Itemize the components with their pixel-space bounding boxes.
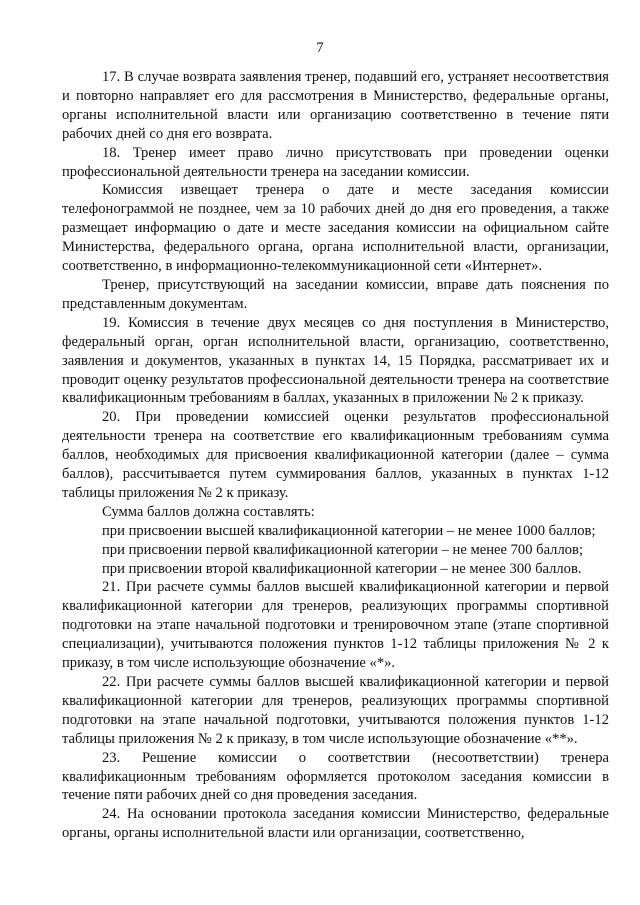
paragraph-notification: Комиссия извещает тренера о дате и месте заседания комиссии телефонограммой не позднее, чем за 10 рабочих дней до дня его проведения, а также размещает информацию о дате и месте заседания комиссии на официальном сайте Министерства, федерального органа, органа исполнительной власти, организации, соответственно, в информационно-телекоммуникационной сети «Интернет». [62, 182, 609, 275]
paragraph-18: 18. Тренер имеет право лично присутствовать при проведении оценки профессиональной деятельности тренера на заседании комиссии. [62, 144, 609, 180]
paragraph-23: 23. Решение комиссии о соответствии (несоответствии) тренера квалификационным требованиям оформляется протоколом заседания комиссии в течение пяти рабочих дней со дня проведения заседания. [62, 749, 609, 804]
paragraph-20: 20. При проведении комиссией оценки результатов профессиональной деятельности тренера на соответствие его квалификационным требованиям сумма баллов, необходимых для присвоения квалификационной категории (далее – сумма баллов), рассчитывается путем суммирования баллов, указанных в пунктах 1-12 таблицы приложения № 2 к приказу. [62, 409, 609, 501]
document-body [62, 68, 609, 843]
paragraph-21: 21. При расчете суммы баллов высшей квалификационной категории и первой квалификационной категории для тренеров, реализующих программы спортивной подготовки на этапе начальной подготовки и тренировочном этапе (этапе спортивной специализации), учитываются положения пунктов 1-12 таблицы приложения № 2 к приказу, в том числе использующие обозначение «*». [62, 579, 609, 672]
page-number: 7 [316, 40, 324, 56]
paragraph-22: 22. При расчете суммы баллов высшей квалификационной категории и первой квалификационной категории для тренеров, реализующих программы спортивной подготовки на этапе начальной подготовки, учитываются положения пунктов 1-12 таблицы приложения № 2 к приказу, в том числе использующие обозначение «**». [62, 674, 609, 747]
paragraph-17: 17. В случае возврата заявления тренер, подавший его, устраняет несоответствия и повторно направляет его для рассмотрения в Министерство, федеральные органы, органы исполнительной власти или организацию соответственно в течение пяти рабочих дней со дня его возврата. [62, 69, 609, 142]
paragraph-sum-intro: Сумма баллов должна составлять: [102, 503, 315, 520]
paragraph-19: 19. Комиссия в течение двух месяцев со дня поступления в Министерство, федеральный орган, орган исполнительной власти, организацию, соответственно, заявления и документов, указанных в пунктах 14, 15 Порядка, рассматривает их и проводит оценку результатов профессиональной деятельности тренера на соответствие квалификационным требованиям в баллах, указанных в приложении № 2 к приказу. [62, 314, 609, 407]
list-item-first-category: при присвоении первой квалификационной категории – не менее 700 баллов; [102, 541, 583, 558]
paragraph-trainer-explanations: Тренер, присутствующий на заседании комиссии, вправе дать пояснения по представленным документам. [62, 276, 609, 312]
list-item-highest-category: при присвоении высшей квалификационной категории – не менее 1000 баллов; [102, 522, 596, 539]
list-item-second-category: при присвоении второй квалификационной категории – не менее 300 баллов. [102, 560, 582, 577]
paragraph-24: 24. На основании протокола заседания комиссии Министерство, федеральные органы, органы исполнительной власти или организации, соответственно, [62, 806, 609, 842]
